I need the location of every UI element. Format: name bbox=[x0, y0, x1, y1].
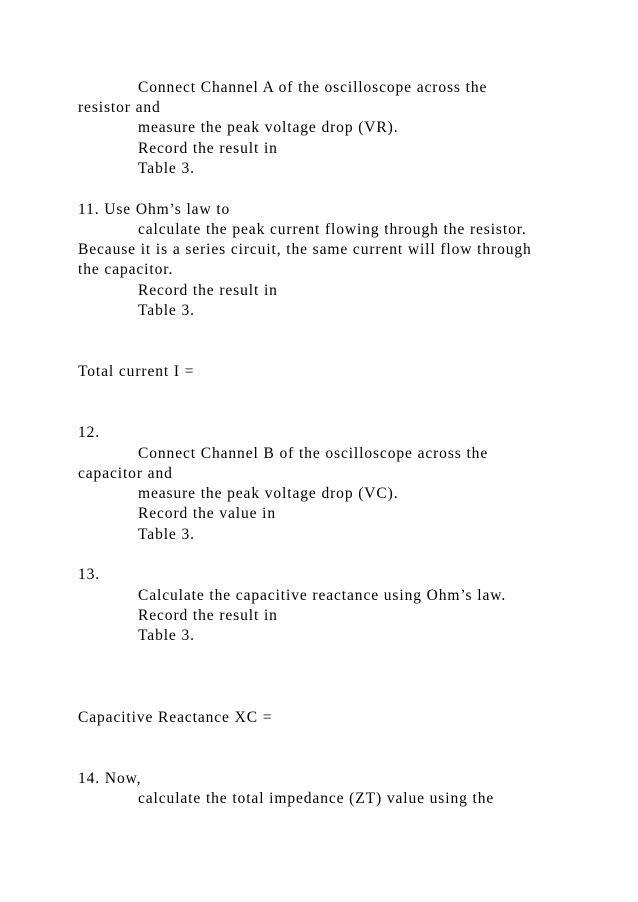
text-line: calculate the total impedance (ZT) value using the bbox=[138, 790, 495, 807]
step-14-heading: 14. Now, bbox=[78, 770, 142, 787]
text-line: the capacitor. bbox=[78, 261, 174, 278]
text-line: Record the result in bbox=[138, 140, 278, 157]
text-line: Table 3. bbox=[138, 627, 195, 644]
text-line: Connect Channel A of the oscilloscope across the bbox=[138, 79, 488, 96]
text-line: Because it is a series circuit, the same current will flow through bbox=[78, 241, 532, 258]
text-line: Table 3. bbox=[138, 160, 195, 177]
total-current-label: Total current I = bbox=[78, 363, 195, 380]
text-line: Connect Channel B of the oscilloscope across the bbox=[138, 445, 489, 462]
text-line: Record the result in bbox=[138, 282, 278, 299]
step-12-heading: 12. bbox=[78, 424, 101, 441]
text-line: Record the value in bbox=[138, 505, 277, 522]
step-11-heading: 11. Use Ohm’s law to bbox=[78, 201, 231, 218]
capacitive-reactance-label: Capacitive Reactance XC = bbox=[78, 709, 273, 726]
text-line: capacitor and bbox=[78, 465, 173, 482]
text-line: calculate the peak current flowing through the resistor. bbox=[138, 221, 527, 238]
text-line: measure the peak voltage drop (VC). bbox=[138, 485, 399, 502]
text-line: Table 3. bbox=[138, 302, 195, 319]
text-line: Calculate the capacitive reactance using Ohm’s law. bbox=[138, 587, 507, 604]
text-line: Table 3. bbox=[138, 526, 195, 543]
text-line: Record the result in bbox=[138, 607, 278, 624]
step-13-heading: 13. bbox=[78, 566, 101, 583]
text-line: resistor and bbox=[78, 99, 161, 116]
text-line: measure the peak voltage drop (VR). bbox=[138, 119, 399, 136]
